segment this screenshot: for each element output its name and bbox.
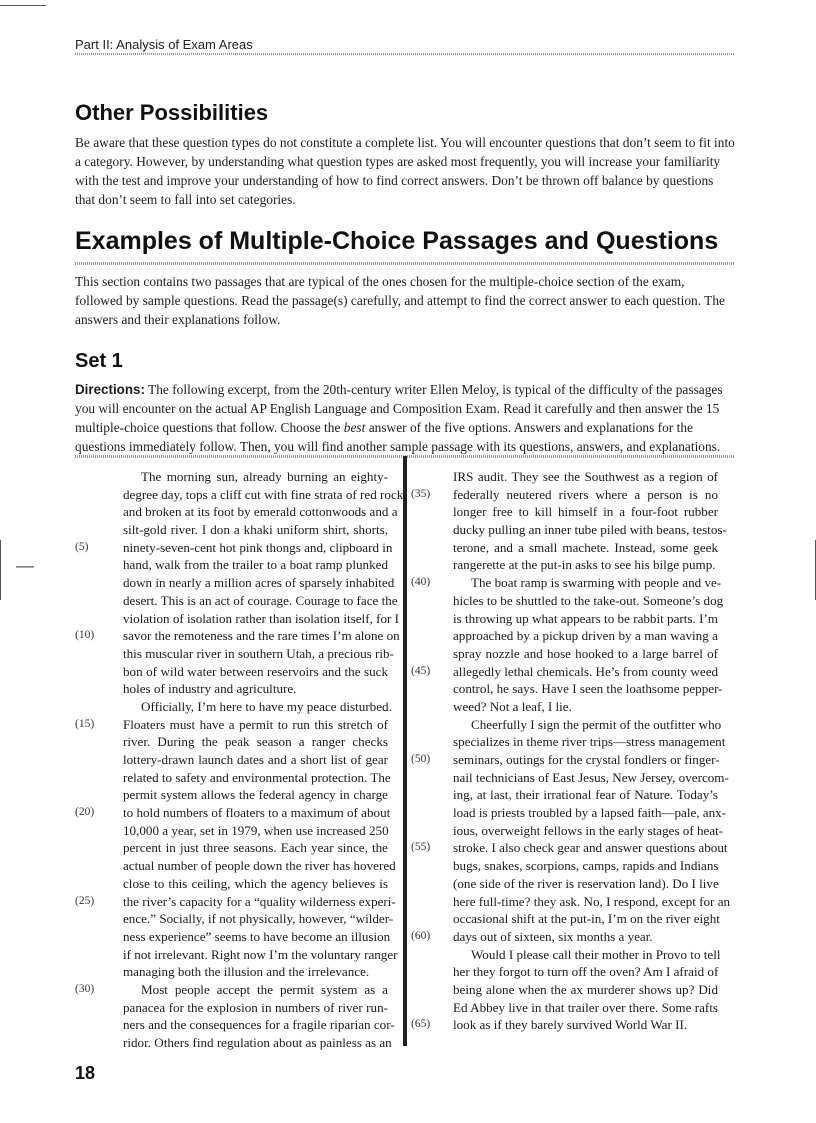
passage-line [123, 857, 396, 875]
passage-line-text: this muscular river in southern Utah, a precious rib- [123, 645, 394, 661]
passage-line [123, 698, 392, 716]
directions-label: Directions: [75, 382, 145, 397]
registration-mark-icon: ― [16, 556, 34, 577]
passage-line [453, 963, 718, 981]
passage-line-text: savor the remoteness and the rare times I’m alone on [123, 628, 400, 644]
passage-line [123, 751, 388, 769]
passage-line-text: The boat ramp is swarming with people and ve- [471, 575, 722, 591]
line-number: (40) [411, 576, 431, 589]
passage-line [123, 556, 388, 574]
passage-line-text: ious, overweight fellows in the early stages of heat- [453, 822, 724, 838]
passage-line [123, 1034, 392, 1052]
heading-other-possibilities: Other Possibilities [75, 100, 269, 125]
passage-line [453, 716, 722, 734]
passage-line [123, 645, 394, 663]
passage-line-text: lottery-drawn launch dates and a short list of gear [123, 752, 388, 767]
passage-line [123, 769, 391, 787]
passage-line [123, 733, 388, 751]
passage-line [123, 468, 388, 486]
passage-line [75, 981, 388, 999]
passage-line [453, 627, 718, 645]
passage-line-text: Officially, I’m here to have my peace disturbed. [141, 698, 392, 714]
passage-line-text: nail technicians of East Jesus, New Jersey, overcom- [453, 769, 729, 785]
other-possibilities-body: Be aware that these question types do not constitute a complete list. You will encounter questions that don’t seem to fit into a category. However, by understanding what question types are asked most frequently, you will increase your familiarity with the test and improve your understanding of how to find correct answers. Don’t be thrown off balance by questions that don’t seem to fall into set categories. [75, 135, 735, 207]
page-number: 18 [75, 1063, 96, 1083]
passage-line-text: to hold numbers of floaters to a maximum of about [123, 805, 391, 821]
passage-line [453, 468, 718, 486]
heading-examples: Examples of Multiple-Choice Passages and Questions [75, 227, 719, 255]
passage-line-text: longer free to kill himself in a four-foot rubber [453, 504, 718, 520]
passage-line [75, 716, 388, 734]
passage-line-text: bugs, snakes, scorpions, camps, rapids and Indians [453, 858, 719, 874]
passage-line-text: managing both the illusion and the irrelevance. [123, 964, 370, 980]
passage-line [453, 804, 727, 822]
passage-line-text: (one side of the river is reservation land). Do I live [453, 875, 719, 891]
passage-line [123, 1016, 395, 1034]
passage-line [411, 1016, 718, 1034]
passage-line [411, 574, 722, 592]
line-number: (55) [411, 841, 431, 854]
passage-line [453, 698, 718, 716]
passage-line-text: ence.” Socially, if not physically, however, “wilder- [123, 911, 394, 927]
passage-line-text: 10,000 a year, set in 1979, when use increased 250 [123, 822, 389, 838]
passage-line [411, 928, 718, 946]
passage-line [123, 946, 398, 964]
passage-line [453, 556, 718, 574]
passage-line [453, 910, 718, 928]
passage-line-text: degree day, tops a cliff cut with fine strata of red rock [123, 486, 404, 502]
passage-line-text: percent in just three seasons. Each year since, the [123, 840, 388, 856]
line-number: (30) [75, 982, 95, 995]
passage-line-text: river. During the peak season a ranger checks [123, 734, 388, 750]
passage-line [453, 857, 718, 875]
passage-line-text: seminars, outings for the crystal fondlers or finger- [453, 752, 720, 767]
passage-line-text: holes of industry and agriculture. [123, 681, 297, 697]
passage-line-text: ing, at last, their irrational fear of Nature. Today’s [453, 787, 718, 803]
passage-line-text: related to safety and environmental protection. The [123, 769, 391, 785]
passage-line-text: allegedly lethal chemicals. He’s from county weed [453, 663, 719, 679]
line-number: (15) [75, 717, 95, 730]
passage-line [411, 839, 728, 857]
passage-line-text: weed? Not a leaf, I lie. [453, 698, 572, 714]
passage-line-text: specializes in theme river trips—stress management [453, 734, 726, 750]
passage-line-text: spray nozzle and hose hooked to a large barrel of [453, 645, 718, 661]
passage-line-text: hand, walk from the trailer to a boat ramp plunked [123, 557, 388, 573]
passage-line [123, 663, 388, 681]
directions-emphasis: best [343, 420, 366, 435]
passage-line [453, 521, 727, 539]
line-number: (60) [411, 929, 431, 942]
passage-line-text: ners and the consequences for a fragile riparian cor- [123, 1017, 395, 1033]
passage-line [453, 946, 721, 964]
passage-line-text: the river’s capacity for a “quality wilderness experi- [123, 893, 396, 909]
passage-line [75, 804, 391, 822]
passage-line-text: silt-gold river. I don a khaki uniform shirt, shorts, [123, 522, 388, 538]
passage-line [453, 822, 724, 840]
column-divider [403, 456, 407, 1046]
passage-line-text: IRS audit. They see the Southwest as a region of [453, 469, 718, 484]
passage-line-text: Most people accept the permit system as a [141, 981, 388, 997]
passage-line-text: days out of sixteen, six months a year. [453, 928, 653, 944]
passage-line [123, 875, 388, 893]
passage-line [453, 786, 718, 804]
passage-line-text: ness experience” seems to have become an illusion [123, 928, 391, 944]
crop-mark-top [0, 5, 46, 6]
passage-line-text: ninety-seven-cent hot pink thongs and, clipboard in [123, 539, 393, 555]
passage-line [453, 999, 718, 1017]
passage-line-text: Cheerfully I sign the permit of the outfitter who [471, 716, 722, 732]
directions-text-pre: The following excerpt, from the 20th-century writer Ellen Meloy, is typical of the difficulty of the passages you will encounter on the actual AP English Language and Composition Exam. Read it carefully and then answer the 15 multiple-choice questions that follow. Choose the [75, 382, 723, 435]
line-number: (10) [75, 629, 95, 642]
passage-line-text: stroke. I also check gear and answer questions about [453, 840, 728, 856]
passage-line-text: control, he says. Have I seen the loathsome pepper- [453, 681, 723, 697]
passage-line-text: down in nearly a million acres of sparsely inhabited [123, 575, 395, 591]
passage-line-text: here full-time? they ask. No, I respond, except for an [453, 893, 731, 909]
passage-line-text: look as if they barely survived World War II. [453, 1017, 688, 1033]
passage-column-left [75, 468, 404, 1052]
passage-line [123, 574, 395, 592]
passage-line [453, 769, 729, 787]
passage-line-text: occasional shift at the put-in, I’m on the river eight [453, 911, 720, 927]
passage-line-text: is throwing up what appears to be rabbit parts. I’m [453, 610, 718, 626]
passage-line-text: desert. This is an act of courage. Courage to face the [123, 592, 398, 608]
passage-line-text: her they forgot to turn off the oven? Am I afraid of [453, 964, 719, 980]
passage-line-text: ridor. Others find regulation about as painless as an [123, 1035, 392, 1050]
passage-line-text: federally neutered rivers where a person is no [453, 486, 718, 502]
passage-line [123, 786, 388, 804]
passage-line [123, 928, 391, 946]
passage-line [75, 893, 396, 911]
line-number: (25) [75, 894, 95, 907]
passage-line-text: and broken at its foot by emerald cottonwoods and a [123, 504, 398, 520]
passage-line [453, 645, 718, 663]
crop-mark-left [0, 540, 1, 600]
line-number: (45) [411, 664, 431, 677]
passage-line [411, 751, 720, 769]
passage-line [123, 680, 388, 698]
passage-line-text: hicles to be shuttled to the take-out. Someone’s dog [453, 592, 724, 608]
passage-line [453, 875, 718, 893]
passage-line [123, 521, 388, 539]
passage-line [75, 539, 393, 557]
passage-line-text: approached by a pickup driven by a man waving a [453, 628, 718, 644]
passage-line [453, 680, 723, 698]
line-number: (65) [411, 1018, 431, 1031]
passage-line [411, 663, 719, 681]
passage-line [123, 610, 399, 628]
heading-set-1: Set 1 [75, 350, 123, 372]
passage-line [453, 893, 731, 911]
passage-line [123, 486, 404, 504]
running-head [75, 37, 735, 54]
passage-line [123, 963, 388, 981]
passage-line-text: bon of wild water between reservoirs and the suck [123, 663, 388, 679]
section-rule [75, 262, 735, 265]
line-number: (35) [411, 487, 431, 500]
examples-body: This section contains two passages that are typical of the ones chosen for the multiple-choice section of the exam, followed by sample questions. Read the passage(s) carefully, and attempt to find the correct answer to each question. The answers and their explanations follow. [75, 274, 725, 327]
passage-line [123, 999, 388, 1017]
passage-line-text: Floaters must have a permit to run this stretch of [123, 716, 388, 732]
passage-line [123, 503, 398, 521]
passage-line [453, 733, 726, 751]
passage-line-text: permit system allows the federal agency in charge [123, 787, 388, 803]
passage-line [123, 592, 398, 610]
passage-line-text: rangerette at the put-in asks to see his bilge pump. [453, 557, 716, 573]
passage-line [411, 486, 718, 504]
passage-line [453, 539, 718, 557]
passage-line-text: actual number of people down the river has hovered [123, 858, 396, 874]
passage-line-text: if not irrelevant. Right now I’m the voluntary ranger [123, 946, 398, 962]
passage-line [453, 610, 718, 628]
passage-line-text: Ed Abbey live in that trailer over there. Some rafts [453, 999, 718, 1015]
passage-line-text: ducky pulling an inner tube piled with beans, testos- [453, 522, 727, 538]
passage-column-right [411, 468, 731, 1034]
passage-line [123, 839, 388, 857]
passage-line-text: violation of isolation rather than isolation itself, for I [123, 610, 399, 626]
passage-line [453, 503, 718, 521]
passage-line-text: The morning sun, already burning an eighty- [141, 469, 388, 484]
running-head-text: Part II: Analysis of Exam Areas [75, 37, 253, 52]
directions-paragraph [75, 380, 735, 456]
passage-line-text: close to this ceiling, which the agency believes is [123, 875, 388, 891]
passage-line-text: being alone when the ax murderer shows up? Did [453, 981, 718, 997]
passage-line-text: terone, and a small machete. Instead, some geek [453, 539, 718, 555]
passage-line [123, 910, 394, 928]
passage-line [123, 822, 388, 840]
passage-line [453, 981, 718, 999]
line-number: (50) [411, 753, 431, 765]
passage-line [453, 592, 724, 610]
line-number: (5) [75, 540, 89, 553]
header-rule [75, 53, 735, 55]
directions-text-post: answer of the five options. Answers and explanations for the questions immediately follow. Then, you will find another sample passage with its questions, answers, and explanations. [75, 420, 721, 454]
line-number: (20) [75, 806, 95, 819]
passage-line-text: Would I please call their mother in Provo to tell [471, 946, 721, 962]
passage-line [75, 627, 400, 645]
passage-line-text: panacea for the explosion in numbers of river run- [123, 999, 388, 1015]
passage-line-text: load is priests troubled by a lapsed faith—pale, anx- [453, 805, 727, 821]
